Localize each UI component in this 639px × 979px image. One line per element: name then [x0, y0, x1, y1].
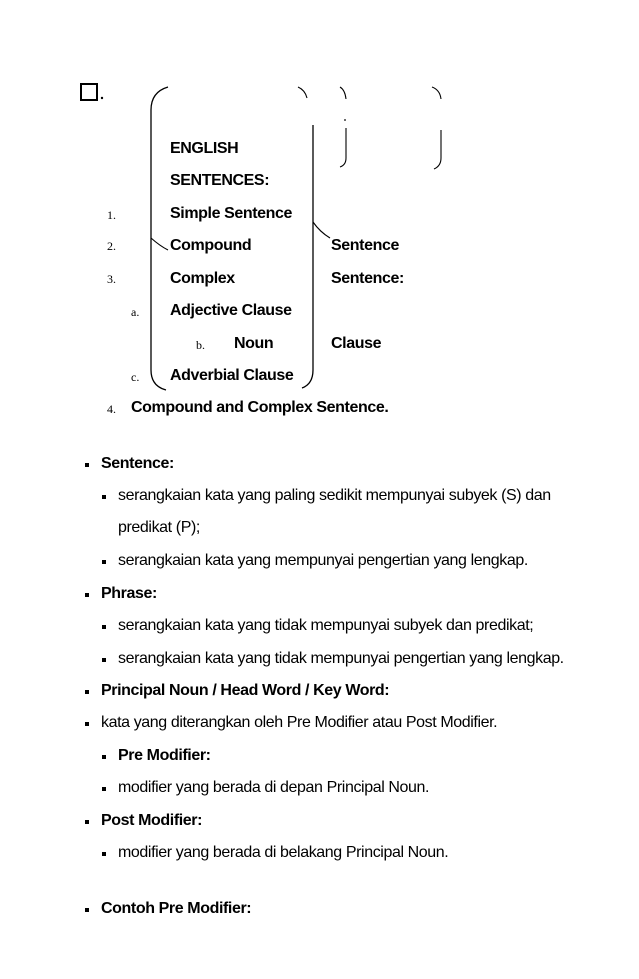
bullet-icon	[102, 495, 106, 499]
subsection-title-pre: Pre Modifier:	[118, 747, 211, 764]
definition-text: serangkaian kata yang mempunyai pengertian yang lengkap.	[118, 552, 528, 569]
bullet-icon	[102, 755, 106, 759]
item-number: 1.	[107, 208, 116, 222]
bullet-icon	[85, 593, 89, 597]
small-arc-2	[340, 87, 346, 99]
brace-small-right	[434, 130, 441, 169]
bullet-icon	[85, 820, 89, 824]
brace-small-left	[340, 128, 346, 167]
bullet-icon	[102, 625, 106, 629]
section-title-phrase: Phrase:	[101, 585, 157, 602]
right-col-text: Sentence:	[331, 270, 404, 287]
section-title-post: Post Modifier:	[101, 812, 203, 829]
definition-text: modifier yang berada di belakang Principal Noun.	[118, 844, 449, 861]
section-title-example: Contoh Pre Modifier:	[101, 900, 252, 917]
bullet-icon	[85, 908, 89, 912]
right-col-text: Sentence	[331, 237, 399, 254]
brace-tick	[151, 238, 168, 250]
definition-text: serangkaian kata yang tidak mempunyai subyek dan predikat;	[118, 617, 534, 634]
definition-text: serangkaian kata yang tidak mempunyai pengertian yang lengkap.	[118, 650, 564, 667]
sub-item-number: b.	[196, 338, 205, 352]
title-line-2: SENTENCES:	[170, 172, 270, 189]
sub-item-number: c.	[131, 370, 140, 384]
item-number: 4.	[107, 402, 116, 416]
small-arc-3	[432, 87, 441, 99]
checkbox-icon	[81, 84, 97, 100]
mid-brace-tick	[313, 222, 330, 238]
bullet-icon	[102, 852, 106, 856]
item-text: Compound and Complex Sentence.	[131, 399, 389, 416]
bullet-icon	[102, 560, 106, 564]
item-text: Simple Sentence	[170, 205, 293, 222]
section-title-principal: Principal Noun / Head Word / Key Word:	[101, 682, 390, 699]
bullet-icon	[102, 787, 106, 791]
bullet-icon	[85, 722, 89, 726]
item-number: 3.	[107, 272, 116, 286]
small-arc-1	[298, 87, 307, 98]
right-col-text: Clause	[331, 335, 382, 352]
bullet-icon	[85, 463, 89, 467]
definition-text: modifier yang berada di depan Principal Noun.	[118, 779, 430, 796]
dot-mark-2	[344, 119, 346, 121]
sub-item-number: a.	[131, 305, 140, 319]
dot-mark	[101, 97, 103, 99]
section-title-sentence: Sentence:	[101, 455, 174, 472]
bullet-icon	[85, 690, 89, 694]
item-text: Complex	[170, 270, 235, 287]
left-brace	[151, 87, 168, 390]
definition-text: kata yang diterangkan oleh Pre Modifier atau Post Modifier.	[101, 714, 498, 731]
definition-text: serangkaian kata yang paling sedikit mempunyai subyek (S) dan	[118, 487, 551, 504]
sub-item-text: Adverbial Clause	[170, 367, 294, 384]
sub-item-text: Noun	[234, 335, 274, 352]
item-number: 2.	[107, 239, 116, 253]
sub-item-text: Adjective Clause	[170, 302, 292, 319]
mid-brace	[302, 125, 313, 388]
definition-text: predikat (P);	[118, 519, 200, 536]
bullet-icon	[102, 658, 106, 662]
title-line-1: ENGLISH	[170, 140, 239, 157]
item-text: Compound	[170, 237, 252, 254]
